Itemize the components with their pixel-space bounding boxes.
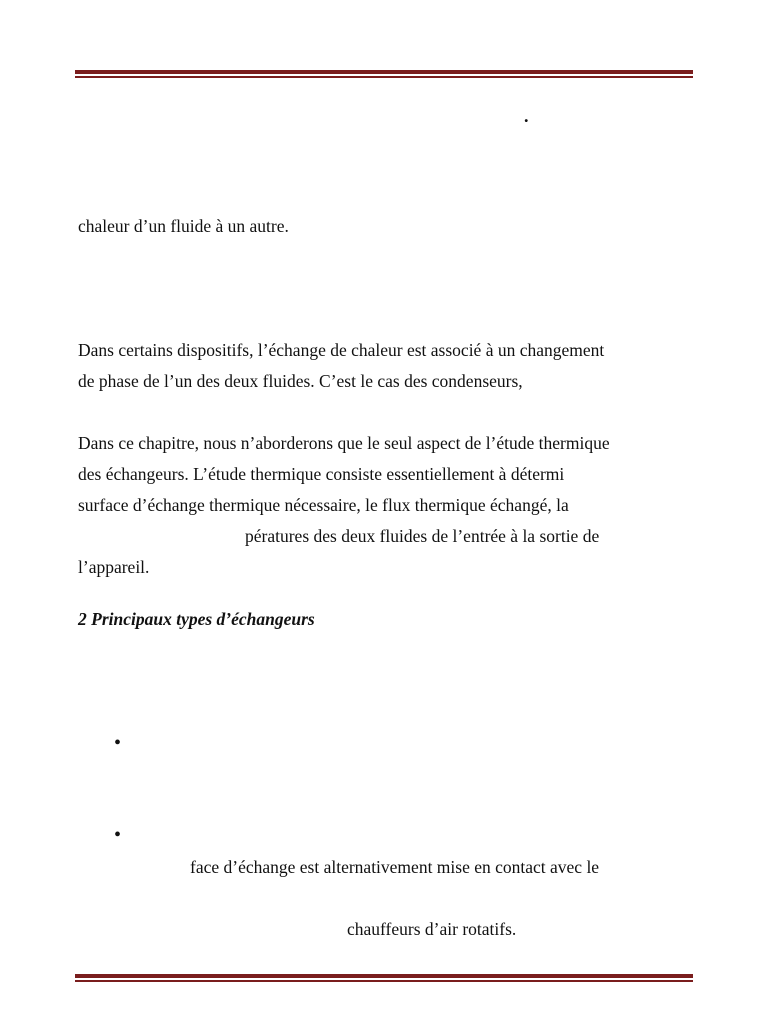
text-line: chauffeurs d’air rotatifs. (347, 919, 517, 939)
text-line: des échangeurs. L’étude thermique consiste essentiellement à détermi (78, 464, 565, 484)
text-line: l’appareil. (78, 557, 150, 577)
section-heading: 2 Principaux types d’échangeurs (78, 609, 315, 629)
text-line: Dans certains dispositifs, l’échange de chaleur est associé à un changement (78, 340, 605, 360)
text-line: de phase de l’un des deux fluides. C’est le cas des condenseurs, (78, 371, 523, 391)
text-line: pératures des deux fluides de l’entrée à la sortie de (245, 526, 600, 546)
bullet: • (114, 732, 122, 754)
bullet: • (114, 824, 122, 846)
text-line: Dans ce chapitre, nous n’aborderons que le seul aspect de l’étude thermique (78, 433, 610, 453)
text-line: surface d’échange thermique nécessaire, le flux thermique échangé, la (78, 495, 569, 515)
header-rule (75, 70, 693, 78)
stray-dot: . (524, 106, 529, 126)
footer-rule (75, 974, 693, 982)
text-line: chaleur d’un fluide à un autre. (78, 216, 289, 236)
text-line: face d’échange est alternativement mise en contact avec le (190, 857, 600, 877)
